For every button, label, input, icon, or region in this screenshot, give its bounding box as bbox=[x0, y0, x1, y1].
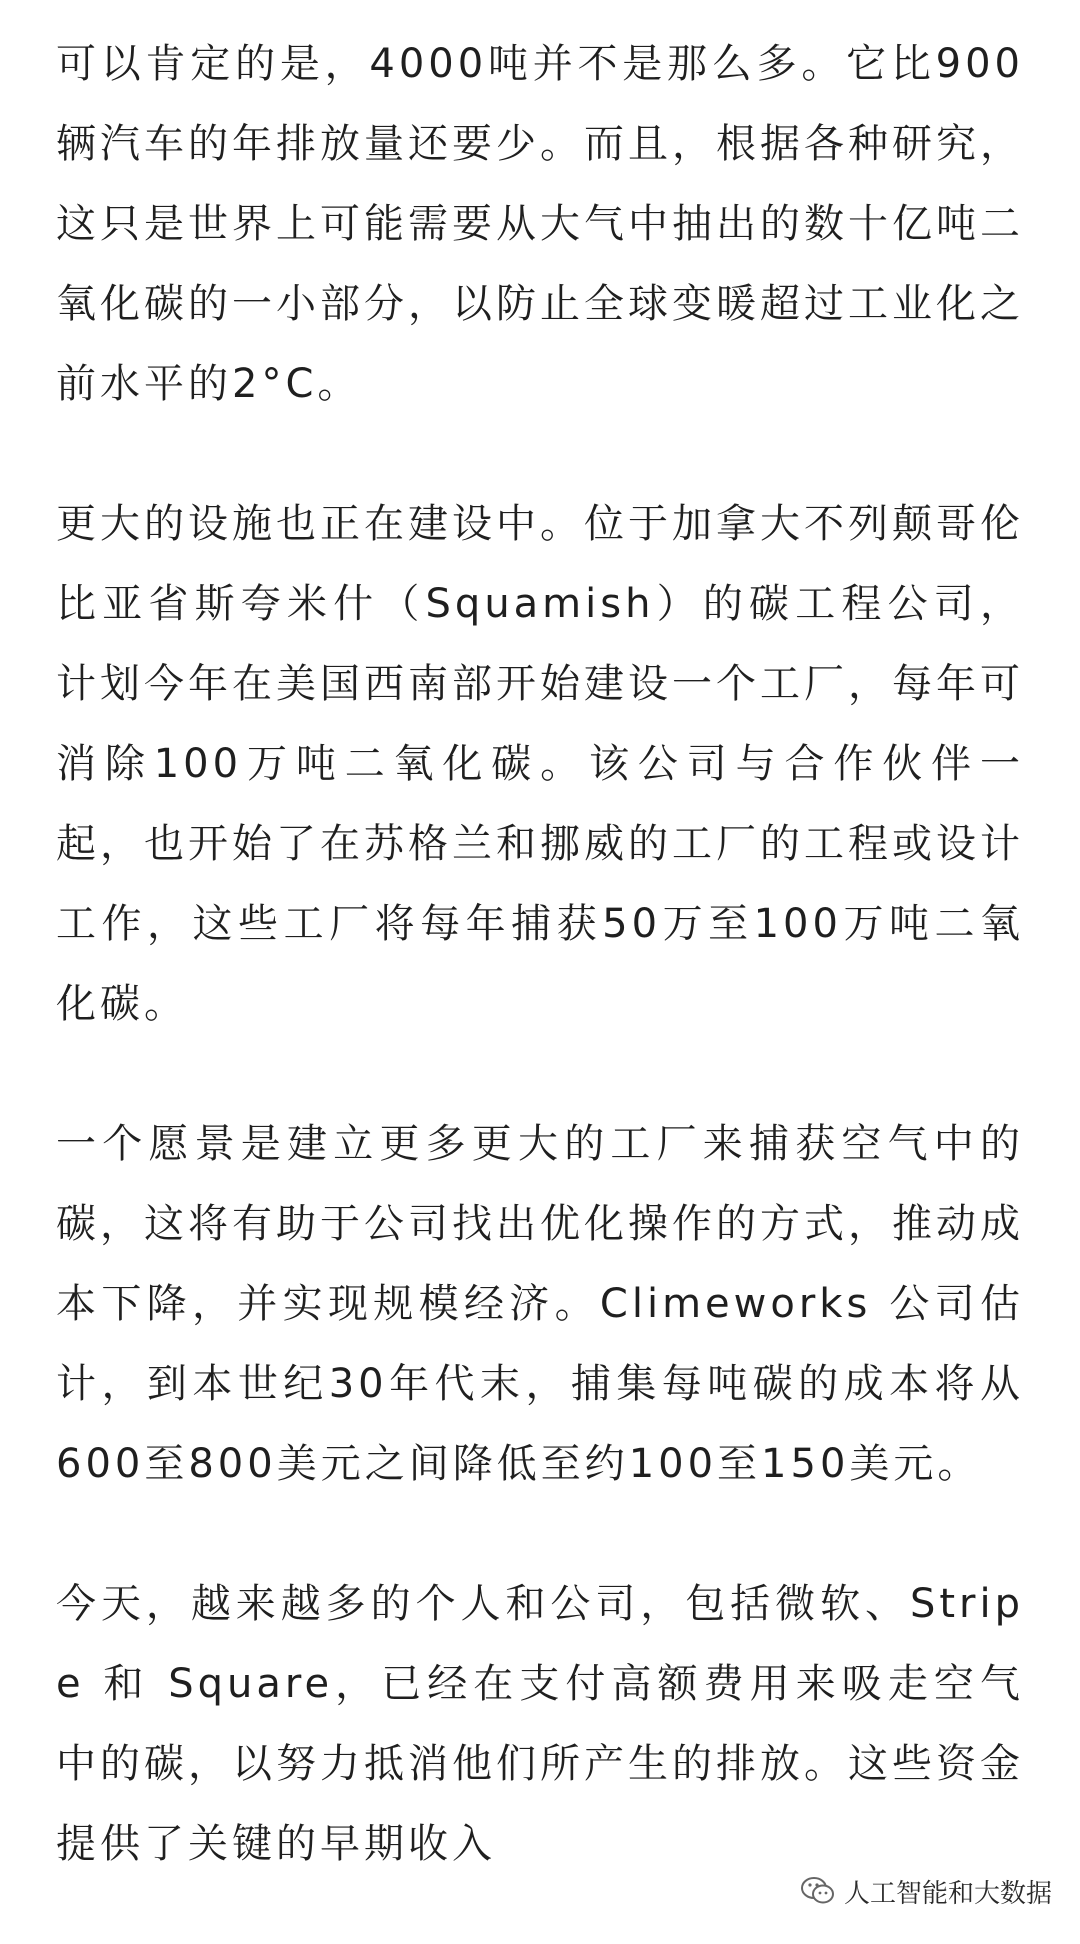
wechat-icon bbox=[800, 1875, 836, 1907]
paragraph-4: 今天，越来越多的个人和公司，包括微软、Stripe 和 Square，已经在支付高额费用来吸走空气中的碳，以努力抵消他们所产生的排放。这些资金提供了关键的早期收入 bbox=[56, 1581, 1024, 1867]
article-body bbox=[56, 24, 1024, 1944]
paragraph-2: 更大的设施也正在建设中。位于加拿大不列颠哥伦比亚省斯夸米什（Squamish）的碳工程公司，计划今年在美国西南部开始建设一个工厂，每年可消除100万吨二氧化碳。该公司与合作伙伴一起，也开始了在苏格兰和挪威的工厂的工程或设计工作，这些工厂将每年捕获50万至100万吨二氧化碳。 bbox=[56, 501, 1024, 1027]
paragraph-3: 一个愿景是建立更多更大的工厂来捕获空气中的碳，这将有助于公司找出优化操作的方式，推动成本下降，并实现规模经济。Climeworks 公司估计，到本世纪30年代末，捕集每吨碳的成本将从600至800美元之间降低至约100至150美元。 bbox=[56, 1121, 1024, 1487]
watermark bbox=[794, 1869, 1058, 1913]
paragraph-1: 可以肯定的是，4000吨并不是那么多。它比900辆汽车的年排放量还要少。而且，根据各种研究，这只是世界上可能需要从大气中抽出的数十亿吨二氧化碳的一小部分，以防止全球变暖超过工业化之前水平的2°C。 bbox=[56, 41, 1024, 407]
watermark-text: 人工智能和大数据 bbox=[843, 1878, 1052, 1909]
